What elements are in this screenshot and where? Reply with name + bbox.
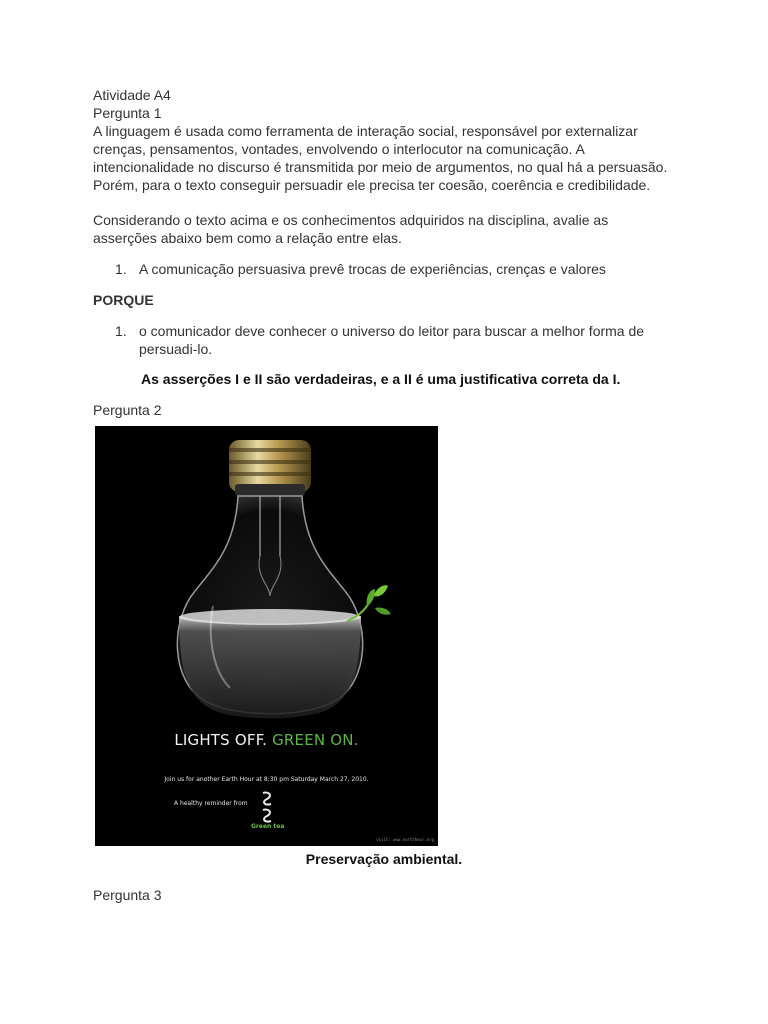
list-number: 1. (115, 261, 127, 277)
assertion-1 (93, 260, 693, 278)
document-title: Atividade A4 (93, 87, 171, 103)
question-1-label: Pergunta 1 (93, 105, 162, 121)
assertion-1-text: A comunicação persuasiva prevê trocas de experiências, crenças e valores (139, 261, 606, 277)
green-tea-logo (263, 793, 271, 822)
question-1-answer: As asserções I e II são verdadeiras, e a II é uma justificativa correta da I. (141, 371, 621, 387)
document-body (93, 86, 693, 419)
poster-reminder: A healthy reminder from (174, 800, 248, 807)
question-2-label: Pergunta 2 (93, 402, 162, 418)
prompt-line: Considerando o texto acima e os conhecimentos adquiridos na disciplina, avalie as (93, 212, 609, 228)
text-line: crenças, pensamentos, vontades, envolvendo o interlocutor na comunicação. A (93, 141, 585, 157)
text-line: intencionalidade no discurso é transmitida por meio de argumentos, no qual há a persuasão. (93, 159, 668, 175)
assertion-2-line: persuadi-lo. (139, 341, 213, 357)
poster-join-text: Join us for another Earth Hour at 8:30 pm Saturday March 27, 2010. (164, 776, 369, 783)
slogan-green-on: GREEN ON. (272, 731, 359, 749)
question-2-caption: Preservação ambiental. (305, 851, 463, 867)
assertion-2-line: o comunicador deve conhecer o universo do leitor para buscar a melhor forma de (139, 323, 645, 339)
text-line: A linguagem é usada como ferramenta de interação social, responsável por externalizar (93, 123, 638, 139)
slogan-off: OFF. (234, 731, 273, 749)
porque-label: PORQUE (93, 292, 154, 308)
question-1-text (93, 122, 693, 194)
poster-slogan (95, 731, 438, 749)
poster-visit-url: visit: www.earthhour.org (376, 837, 434, 842)
earth-hour-poster (95, 426, 438, 846)
question-1-prompt (93, 211, 693, 247)
question-3-label: Pergunta 3 (93, 887, 162, 903)
sprout-leaf (373, 585, 388, 596)
list-number: 1. (115, 323, 127, 339)
poster-brand: Green tea (251, 823, 285, 830)
bulb-water (179, 616, 361, 719)
assertion-2 (93, 322, 693, 358)
slogan-lights: LIGHTS (174, 731, 235, 749)
light-bulb-illustration (95, 426, 438, 846)
prompt-line: asserções abaixo bem como a relação entre elas. (93, 230, 402, 246)
text-line: Porém, para o texto conseguir persuadir ele precisa ter coesão, coerência e credibilidade. (93, 177, 651, 193)
